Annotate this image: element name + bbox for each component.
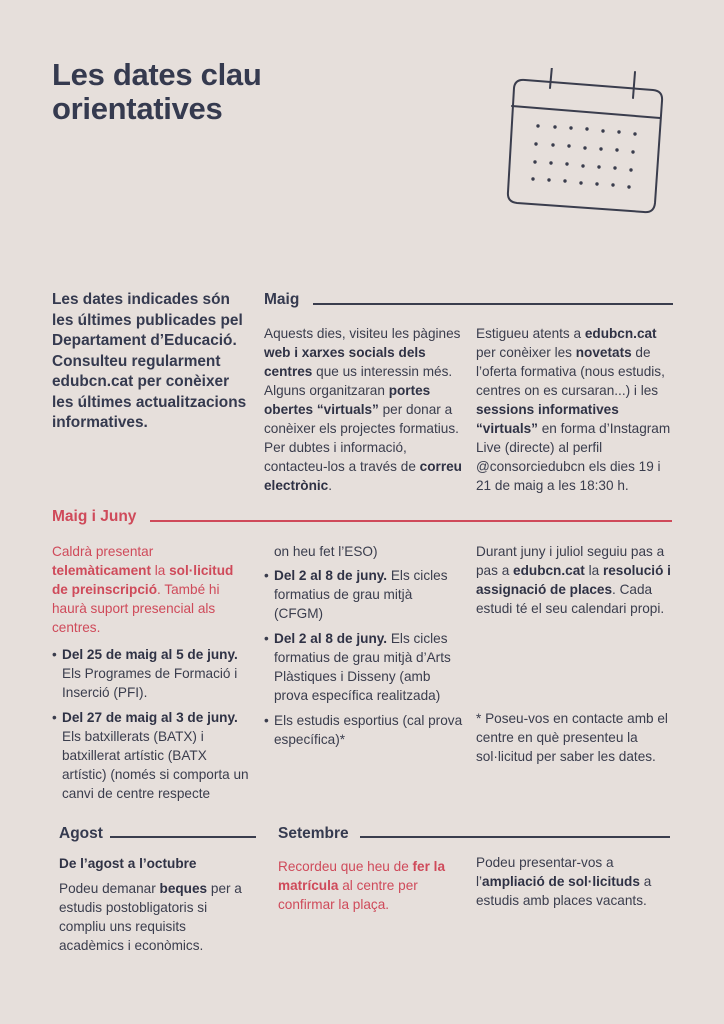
list-continuation: on heu fet l’ESO): [274, 544, 378, 559]
list-item: • Del 2 al 8 de juny. Els cicles formatius de grau mitjà (CFGM): [264, 566, 464, 623]
setembre-col-1: Recordeu que heu de fer la matrícula al centre per confirmar la plaça.: [278, 859, 446, 912]
agost-subheading: De l’agost a l’octubre: [59, 856, 197, 871]
section-heading-maig-juny: Maig i Juny: [52, 508, 137, 525]
dates-list-2: [264, 566, 464, 749]
title-line-2: orientatives: [52, 91, 223, 126]
section-rule-setembre: [360, 836, 670, 838]
list-item: • Del 25 de maig al 5 de juny. Els Programes de Formació i Inserció (PFI).: [52, 645, 252, 702]
list-item: • Del 2 al 8 de juny. Els cicles formatius de grau mitjà d’Arts Plàstiques i Disseny (amb prova específica realitzada): [264, 629, 464, 705]
section-rule-maig: [313, 303, 673, 305]
maig-col-1: Aquests dies, visiteu les pàgines web i xarxes socials dels centres que us interessin més. Alguns organitzaran portes obertes “virtuals” per donar a conèixer els projectes formatius. Per dubtes i informació, contacteu-los a través de correu electrònic.: [264, 326, 462, 493]
section-rule-maig-juny: [150, 520, 672, 522]
dates-list-1: [52, 645, 252, 803]
section-heading-agost: Agost: [59, 825, 103, 842]
title-line-1: Les dates clau: [52, 57, 262, 92]
agost-text: Podeu demanar beques per a estudis postobligatoris si compliu uns requisits acadèmics i econòmics.: [59, 881, 242, 953]
setembre-col-2: Podeu presentar-vos a l’ampliació de sol·licituds a estudis amb places vacants.: [476, 855, 652, 908]
calendar-days: [531, 124, 636, 188]
section-heading-setembre: Setembre: [278, 825, 349, 842]
maig-juny-col-1: [52, 542, 252, 809]
maig-juny-col-2: [264, 542, 464, 755]
list-item: • Del 27 de maig al 3 de juny. Els batxillerats (BATX) i batxillerat artístic (BATX artístic) (només si comporta un canvi de centre respecte: [52, 708, 252, 803]
maig-col-2: Estigueu atents a edubcn.cat per conèixer les novetats de l’oferta formativa (nous estudis, centres on es cursaran...) i les sessions informatives “virtuals” en forma d’Instagram Live (directe) al perfil @consorciedubcn els dies 19 i 21 de maig a les 18:30 h.: [476, 326, 671, 493]
maig-juny-col-3: Durant juny i juliol seguiu pas a pas a edubcn.cat la resolució i assignació de places. Cada estudi té el seu calendari propi.: [476, 544, 671, 616]
list-item: • Els estudis esportius (cal prova específica)*: [264, 711, 464, 749]
intro-text: Les dates indicades són les últimes publicades pel Departament d’Educació. Consulteu regularment edubcn.cat per conèixer les últimes actualitzacions informatives.: [52, 291, 247, 431]
page-title: [52, 58, 372, 126]
section-heading-maig: Maig: [264, 291, 300, 308]
calendar-icon: [505, 68, 675, 223]
footnote: * Poseu-vos en contacte amb el centre en què presenteu la sol·licitud per saber les dates.: [476, 711, 668, 764]
section-rule-agost: [110, 836, 256, 838]
preinscription-lead: Caldrà presentar telemàticament la sol·licitud de preinscripció. També hi haurà suport presencial als centres.: [52, 544, 234, 635]
